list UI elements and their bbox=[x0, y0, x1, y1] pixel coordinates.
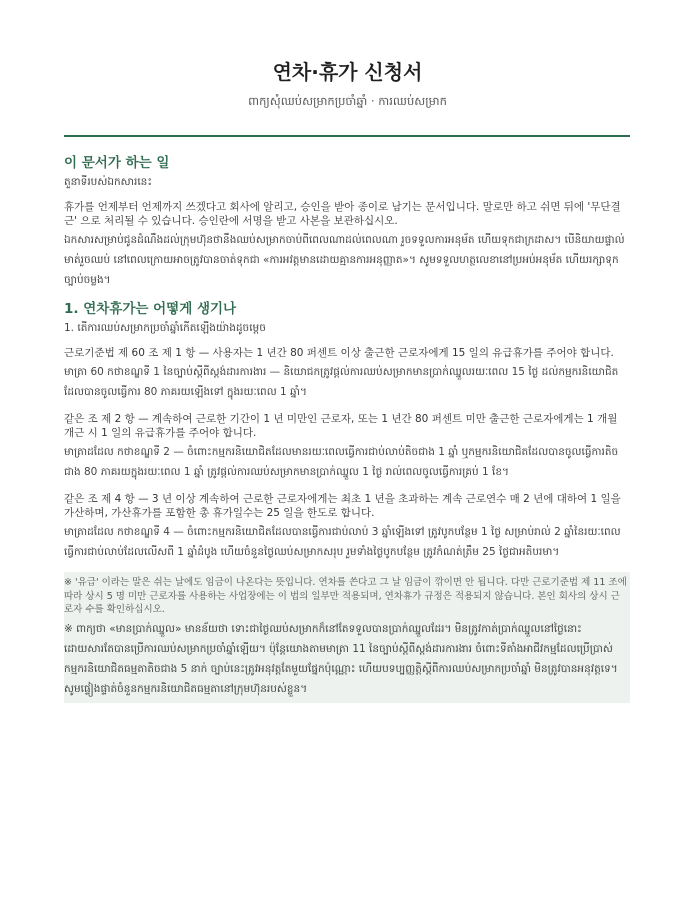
intro-text-km: ឯកសារសម្រាប់ជូនដំណឹងដល់ក្រុមហ៊ុនថានឹងឈប់សម្រាកចាប់ពីពេលណាដល់ពេលណា រួចទទួលការអនុម័ត ហើយទុកជាក្រដាស។ បើនិយាយផ្ទាល់មាត់រួចឈប់ នៅពេលក្រោយអាចត្រូវបានចាត់ទុកជា «ការអវត្តមានដោយគ្មានការអនុញ្ញាត»។ សូមទទួលហត្ថលេខានៅប្រអប់អនុម័ត ហើយរក្សាទុកច្បាប់ចម្លង។ bbox=[64, 234, 625, 286]
section1-heading: 1. 연차휴가는 어떻게 생기나 bbox=[64, 301, 237, 317]
note-text-ko: ※ '유급' 이라는 말은 쉬는 날에도 임금이 나온다는 뜻입니다. 연차를 쓴다고 그 날 임금이 깎이면 안 됩니다. 다만 근로기준법 제 11 조에 따라 상시 5 명 미만 근로자를 사용하는 사업장에는 이 법의 일부만 적용되며, 연차휴가 규정은 적용되지 않습니다. 본인 회사의 상시 근로자 수를 확인하십시오. bbox=[64, 577, 627, 615]
paid-leave-note bbox=[64, 572, 630, 703]
clause-text-ko: 같은 조 제 4 항 — 3 년 이상 계속하여 근로한 근로자에게는 최초 1 년을 초과하는 계속 근로연수 매 2 년에 대하여 1 일을 가산하며, 가산휴가를 포함한 총 휴가일수는 25 일을 한도로 합니다. bbox=[64, 493, 621, 519]
document-title: 연차·휴가 신청서 bbox=[272, 60, 423, 84]
clause-text-km: មាត្រាដដែល កថាខណ្ឌទី 2 — ចំពោះកម្មករនិយោជិតដែលមានរយៈពេលធ្វើការជាប់លាប់តិចជាង 1 ឆ្នាំ ឬកម្មករនិយោជិតដែលបានចូលធ្វើការតិចជាង 80 ភាគរយក្នុងរយៈពេល 1 ឆ្នាំ ត្រូវផ្តល់ការឈប់សម្រាកមានប្រាក់ឈ្នួល 1 ថ្ងៃ រាល់ពេលចូលធ្វើការគ្រប់ 1 ខែ។ bbox=[64, 446, 619, 478]
clause-text-ko: 근로기준법 제 60 조 제 1 항 — 사용자는 1 년간 80 퍼센트 이상 출근한 근로자에게 15 일의 유급휴가를 주어야 합니다. bbox=[64, 347, 614, 359]
intro-heading: 이 문서가 하는 일 bbox=[64, 155, 170, 171]
header-divider bbox=[64, 135, 630, 137]
document-body bbox=[64, 154, 630, 703]
clause-text-ko: 같은 조 제 2 항 — 계속하여 근로한 기간이 1 년 미만인 근로자, 또는 1 년간 80 퍼센트 미만 출근한 근로자에게는 1 개월 개근 시 1 일의 유급휴가를 주어야 합니다. bbox=[64, 413, 618, 439]
document-subtitle: ពាក្យសុំឈប់សម្រាកប្រចាំឆ្នាំ · ការឈប់សម្រាក bbox=[248, 94, 447, 108]
law-clause-article60-1 bbox=[64, 346, 630, 402]
section1-heading-km: 1. តើការឈប់សម្រាកប្រចាំឆ្នាំកើតឡើងយ៉ាងដូចម្តេច bbox=[64, 322, 266, 334]
law-clause-article60-4 bbox=[64, 492, 630, 562]
section-annual-leave bbox=[64, 300, 630, 562]
intro-text-ko: 휴가를 언제부터 언제까지 쓰겠다고 회사에 알리고, 승인을 받아 종이로 남기는 문서입니다. 말로만 하고 쉬면 뒤에 '무단결근' 으로 처리될 수 있습니다. 승인란에 서명을 받고 사본을 보관하십시오. bbox=[64, 201, 621, 227]
law-clause-article60-2 bbox=[64, 412, 630, 482]
clause-text-km: មាត្រាដដែល កថាខណ្ឌទី 4 — ចំពោះកម្មករនិយោជិតដែលបានធ្វើការជាប់លាប់ 3 ឆ្នាំឡើងទៅ ត្រូវបូកបន្ថែម 1 ថ្ងៃ សម្រាប់រាល់ 2 ឆ្នាំនៃរយៈពេលធ្វើការជាប់លាប់ដែលលើសពី 1 ឆ្នាំដំបូង ហើយចំនួនថ្ងៃឈប់សម្រាកសរុប រួមទាំងថ្ងៃបូកបន្ថែម ត្រូវកំណត់ត្រឹម 25 ថ្ងៃជាអតិបរមា។ bbox=[64, 526, 621, 558]
intro-section bbox=[64, 154, 630, 290]
intro-heading-km: តួនាទីរបស់ឯកសារនេះ bbox=[64, 176, 152, 188]
note-text-km: ※ ពាក្យថា «មានប្រាក់ឈ្នួល» មានន័យថា ទោះជាថ្ងៃឈប់សម្រាកក៏នៅតែទទួលបានប្រាក់ឈ្នួលដែរ។ មិនត្រូវកាត់ប្រាក់ឈ្នួលនៅថ្ងៃនោះ ដោយសារតែបានប្រើការឈប់សម្រាកប្រចាំឆ្នាំឡើយ។ ប៉ុន្តែយោងតាមមាត្រា 11 នៃច្បាប់ស្តីពីស្តង់ដារការងារ ចំពោះទីតាំងអាជីវកម្មដែលប្រើប្រាស់កម្មករនិយោជិតធម្មតាតិចជាង 5 នាក់ ច្បាប់នេះត្រូវអនុវត្តតែមួយផ្នែកប៉ុណ្ណោះ ហើយបទប្បញ្ញត្តិស្តីពីការឈប់សម្រាកប្រចាំឆ្នាំ មិនត្រូវបានអនុវត្តទេ។ សូមផ្ទៀងផ្ទាត់ចំនួនកម្មករនិយោជិតធម្មតានៅក្រុមហ៊ុនរបស់ខ្លួន។ bbox=[64, 622, 618, 695]
clause-text-km: មាត្រា 60 កថាខណ្ឌទី 1 នៃច្បាប់ស្តីពីស្តង់ដារការងារ — និយោជកត្រូវផ្តល់ការឈប់សម្រាកមានប្រាក់ឈ្នួលរយៈពេល 15 ថ្ងៃ ដល់កម្មករនិយោជិតដែលបានចូលធ្វើការ 80 ភាគរយឡើងទៅ ក្នុងរយៈពេល 1 ឆ្នាំ។ bbox=[64, 366, 619, 398]
